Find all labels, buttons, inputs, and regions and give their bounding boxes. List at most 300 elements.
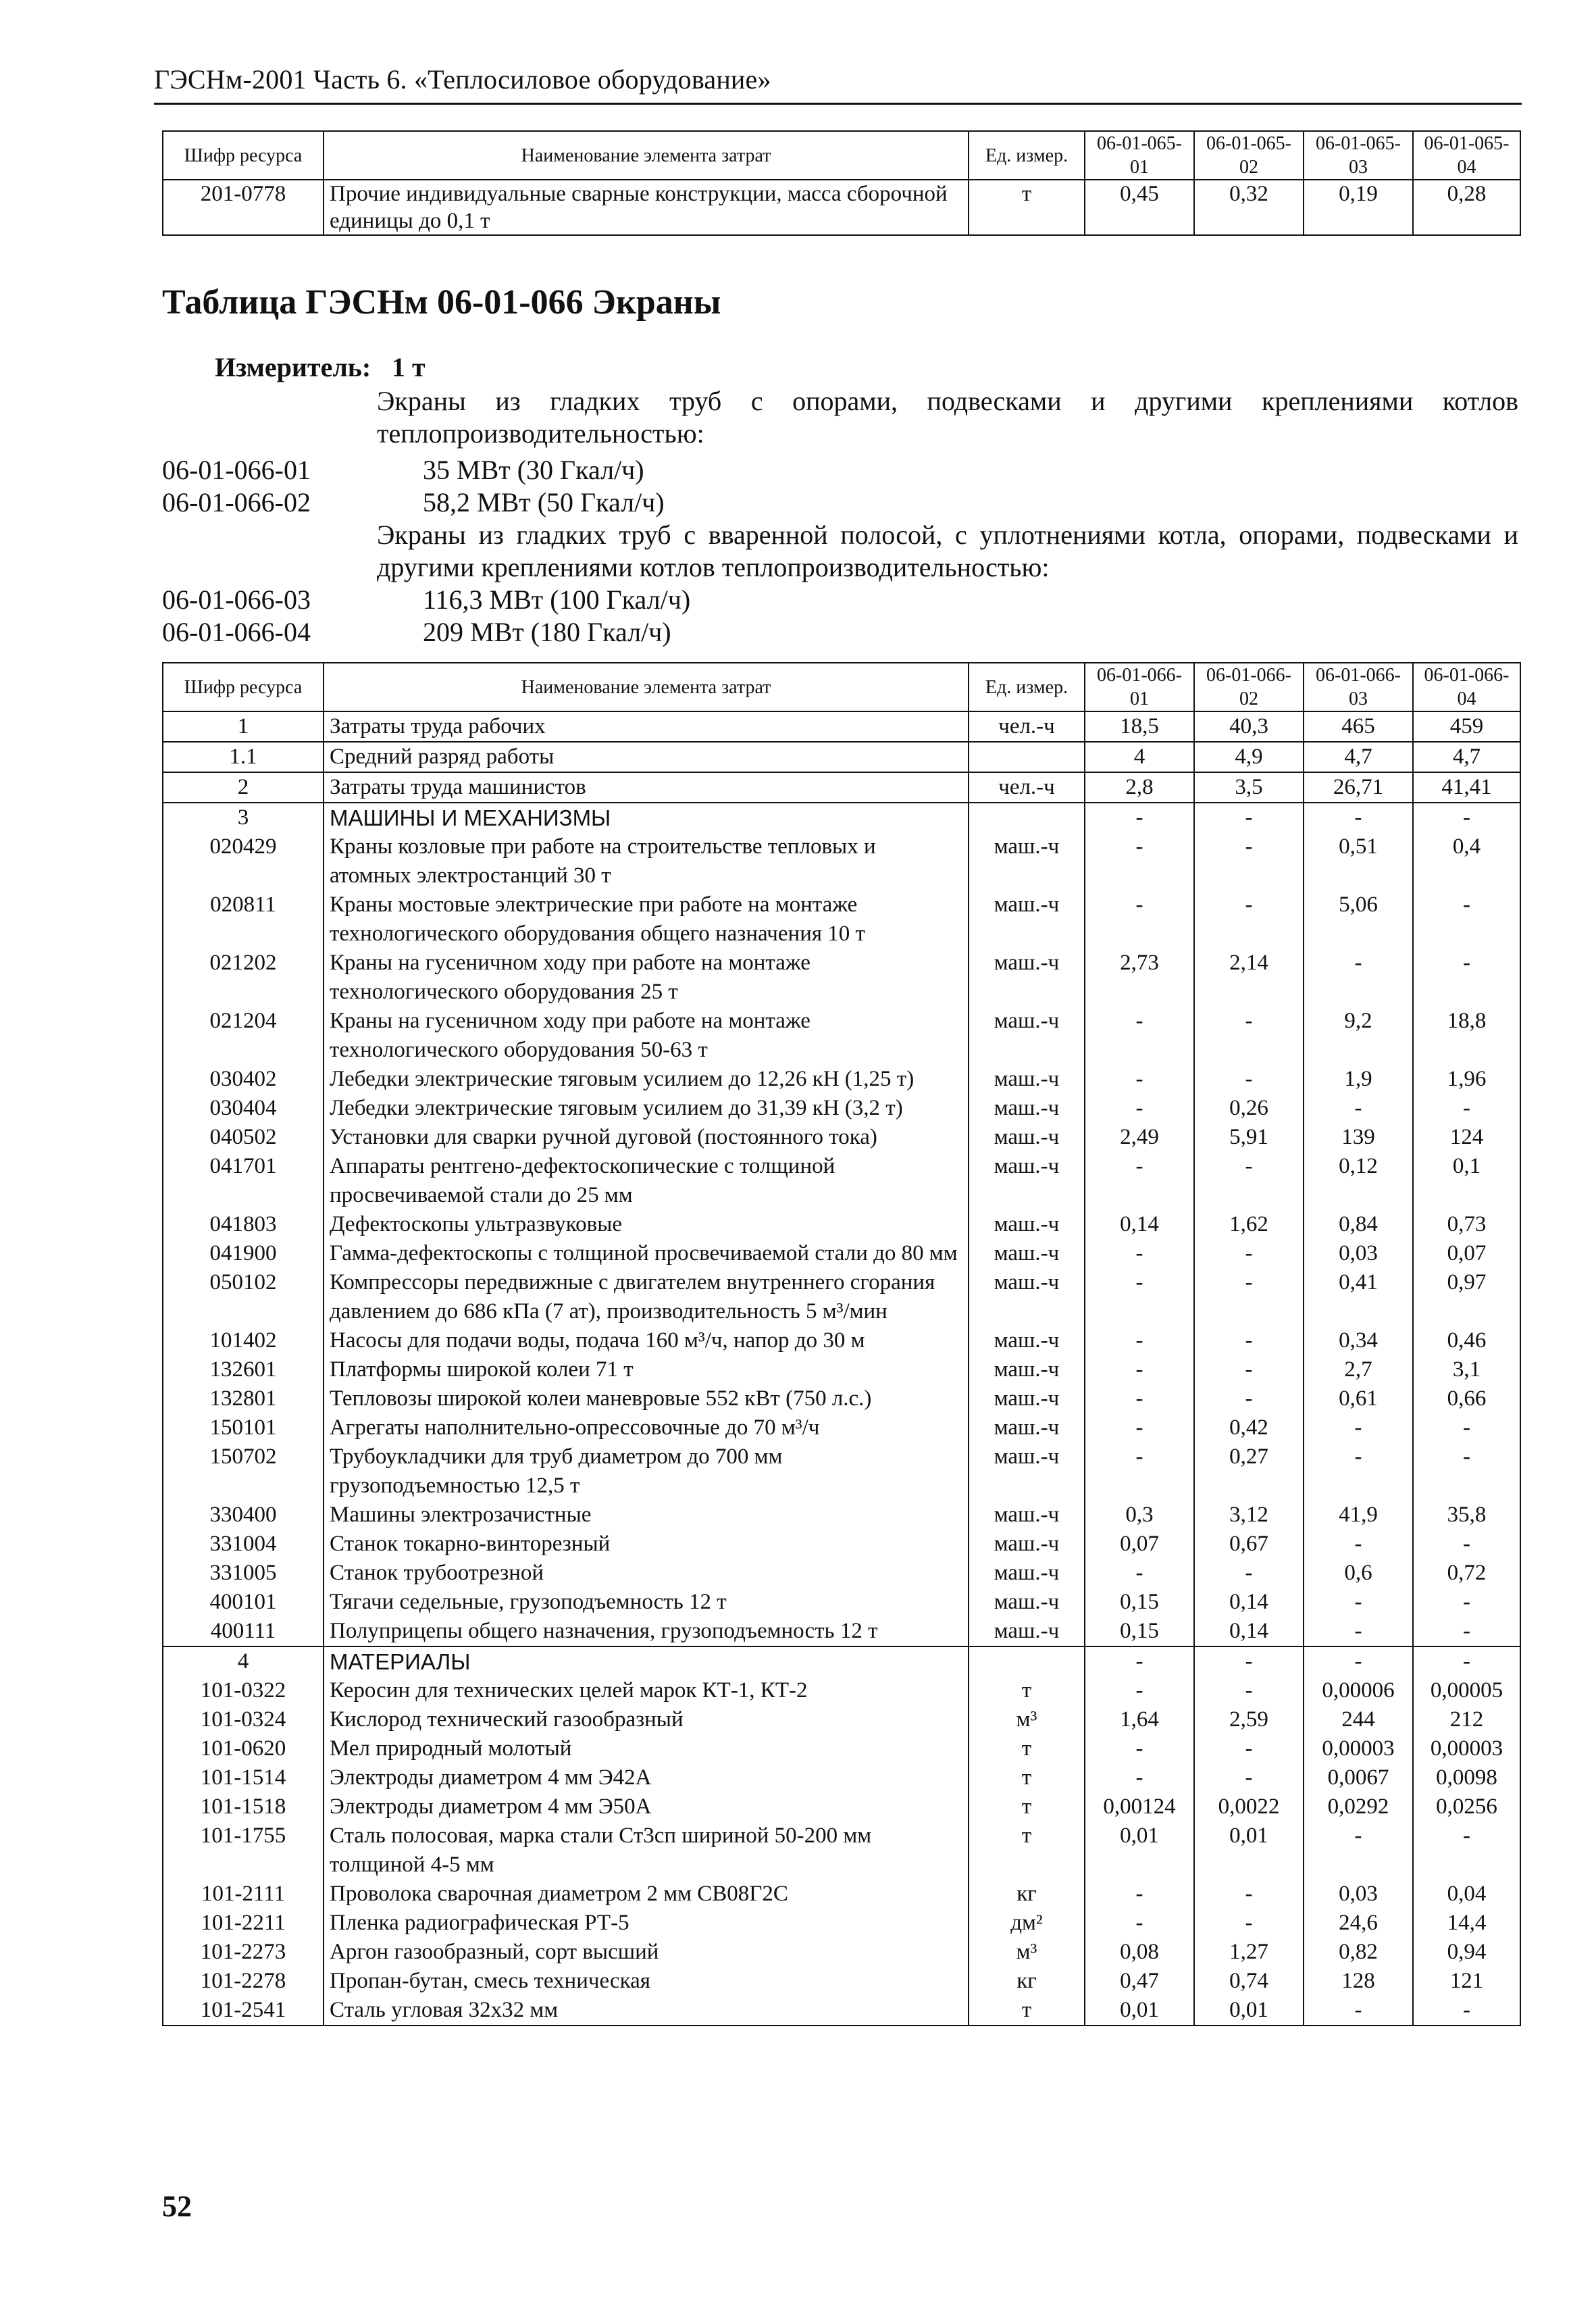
cost-element-name: Лебедки электрические тяговым усилием до 12,26 кН (1,25 т) xyxy=(324,1065,969,1094)
table-row xyxy=(163,1938,1520,1967)
value-cell: - xyxy=(1194,1007,1304,1065)
value-cell: 41,41 xyxy=(1413,772,1520,803)
value-cell: 0,6 xyxy=(1304,1559,1413,1588)
value-cell: 0,00005 xyxy=(1413,1676,1520,1705)
value-cell: 3,1 xyxy=(1413,1355,1520,1384)
resource-code: 400101 xyxy=(163,1588,324,1617)
table-row xyxy=(163,1880,1520,1909)
cost-element-name: Проволока сварочная диаметром 2 мм СВ08Г2С xyxy=(324,1880,969,1909)
value-cell: - xyxy=(1085,1326,1194,1355)
value-cell: 0,97 xyxy=(1413,1268,1520,1326)
table-row xyxy=(163,1734,1520,1763)
unit: маш.-ч xyxy=(969,1501,1085,1530)
unit: кг xyxy=(969,1967,1085,1996)
column-header: Шифр ресурса xyxy=(163,131,324,180)
resource-code: 150702 xyxy=(163,1442,324,1501)
cost-element-name: Краны на гусеничном ходу при работе на монтаже технологического оборудования 25 т xyxy=(324,949,969,1007)
value-cell: - xyxy=(1085,1734,1194,1763)
cost-element-name: Установки для сварки ручной дуговой (постоянного тока) xyxy=(324,1123,969,1152)
unit: м³ xyxy=(969,1938,1085,1967)
table-row xyxy=(163,1967,1520,1996)
resource-code: 101-1755 xyxy=(163,1821,324,1880)
table-header-row xyxy=(163,663,1520,711)
table-row xyxy=(163,1210,1520,1239)
resource-code: 020811 xyxy=(163,890,324,949)
column-header: Ед. измер. xyxy=(969,131,1085,180)
unit: маш.-ч xyxy=(969,1239,1085,1268)
cost-element-name: Полуприцепы общего назначения, грузоподъемность 12 т xyxy=(324,1617,969,1646)
value-cell: 0,03 xyxy=(1304,1880,1413,1909)
value-cell: - xyxy=(1194,1065,1304,1094)
unit: маш.-ч xyxy=(969,1355,1085,1384)
value-cell: 0,67 xyxy=(1194,1530,1304,1559)
resource-code: 201-0778 xyxy=(163,180,324,235)
table-row xyxy=(163,711,1520,742)
unit: т xyxy=(969,1676,1085,1705)
value-cell: - xyxy=(1085,832,1194,890)
value-cell: - xyxy=(1194,1326,1304,1355)
unit: маш.-ч xyxy=(969,1210,1085,1239)
value-cell: - xyxy=(1085,1152,1194,1210)
column-header: 06-01-066-01 xyxy=(1085,663,1194,711)
unit: маш.-ч xyxy=(969,1617,1085,1646)
value-cell: - xyxy=(1085,1268,1194,1326)
unit: маш.-ч xyxy=(969,1123,1085,1152)
unit: чел.-ч xyxy=(969,711,1085,742)
cost-element-name: Сталь угловая 32х32 мм xyxy=(324,1996,969,2026)
cost-element-name: Электроды диаметром 4 мм Э42А xyxy=(324,1763,969,1792)
unit: т xyxy=(969,1821,1085,1880)
value-cell: 3,5 xyxy=(1194,772,1304,803)
value-cell: 0,46 xyxy=(1413,1326,1520,1355)
table-row xyxy=(163,832,1520,890)
value-cell: - xyxy=(1413,1442,1520,1501)
value-cell: 0,45 xyxy=(1085,180,1194,235)
unit: маш.-ч xyxy=(969,1268,1085,1326)
value-cell: - xyxy=(1085,1559,1194,1588)
continuation-table xyxy=(162,130,1521,236)
table-row xyxy=(163,1763,1520,1792)
value-cell: - xyxy=(1413,1413,1520,1442)
column-header: 06-01-065-02 xyxy=(1194,131,1304,180)
table-row xyxy=(163,803,1520,832)
value-cell: 3,12 xyxy=(1194,1501,1304,1530)
value-cell: 0,00003 xyxy=(1413,1734,1520,1763)
value-cell: 0,51 xyxy=(1304,832,1413,890)
unit: маш.-ч xyxy=(969,1007,1085,1065)
unit: маш.-ч xyxy=(969,1384,1085,1413)
value-cell: 0,1 xyxy=(1413,1152,1520,1210)
value-cell: 0,03 xyxy=(1304,1239,1413,1268)
value-cell: - xyxy=(1304,803,1413,832)
value-cell: 0,61 xyxy=(1304,1384,1413,1413)
value-cell: 0,73 xyxy=(1413,1210,1520,1239)
value-cell: 4,7 xyxy=(1304,742,1413,772)
value-cell: 0,08 xyxy=(1085,1938,1194,1967)
value-cell: 9,2 xyxy=(1304,1007,1413,1065)
column-header: 06-01-066-02 xyxy=(1194,663,1304,711)
value-cell: 1,9 xyxy=(1304,1065,1413,1094)
value-cell: - xyxy=(1085,1646,1194,1676)
value-cell: - xyxy=(1085,1239,1194,1268)
unit: т xyxy=(969,1734,1085,1763)
value-cell: - xyxy=(1413,949,1520,1007)
resource-code: 041900 xyxy=(163,1239,324,1268)
variant-value: 35 МВт (30 Гкал/ч) xyxy=(423,455,644,485)
resource-code: 030402 xyxy=(163,1065,324,1094)
value-cell: 124 xyxy=(1413,1123,1520,1152)
table-row xyxy=(163,1530,1520,1559)
value-cell: 0,00006 xyxy=(1304,1676,1413,1705)
value-cell: 18,8 xyxy=(1413,1007,1520,1065)
unit: маш.-ч xyxy=(969,832,1085,890)
resource-code: 1 xyxy=(163,711,324,742)
cost-element-name: МАТЕРИАЛЫ xyxy=(324,1646,969,1676)
value-cell: 0,01 xyxy=(1085,1821,1194,1880)
value-cell: 0,04 xyxy=(1413,1880,1520,1909)
value-cell: 459 xyxy=(1413,711,1520,742)
table-header-row xyxy=(163,131,1520,180)
value-cell: - xyxy=(1194,1646,1304,1676)
value-cell: 0,42 xyxy=(1194,1413,1304,1442)
value-cell: 0,94 xyxy=(1413,1938,1520,1967)
column-header: 06-01-065-04 xyxy=(1413,131,1520,180)
variant-code: 06-01-066-01 xyxy=(162,455,311,485)
value-cell: - xyxy=(1413,1996,1520,2026)
column-header: Шифр ресурса xyxy=(163,663,324,711)
cost-element-name: Керосин для технических целей марок КТ-1, КТ-2 xyxy=(324,1676,969,1705)
value-cell: - xyxy=(1085,1880,1194,1909)
value-cell: - xyxy=(1413,1646,1520,1676)
unit: чел.-ч xyxy=(969,772,1085,803)
table-row xyxy=(163,1559,1520,1588)
table-row xyxy=(163,1007,1520,1065)
resource-code: 030404 xyxy=(163,1094,324,1123)
cost-element-name: Кислород технический газообразный xyxy=(324,1705,969,1734)
cost-element-name: Краны мостовые электрические при работе на монтаже технологического оборудования общего назначения 10 т xyxy=(324,890,969,949)
resource-code: 101402 xyxy=(163,1326,324,1355)
cost-element-name: Компрессоры передвижные с двигателем внутреннего сгорания давлением до 686 кПа (7 ат), производительность 5 м³/мин xyxy=(324,1268,969,1326)
table-row xyxy=(163,1065,1520,1094)
resource-code: 101-0620 xyxy=(163,1734,324,1763)
variant-code: 06-01-066-02 xyxy=(162,487,311,518)
value-cell: - xyxy=(1194,1268,1304,1326)
variant-value: 116,3 МВт (100 Гкал/ч) xyxy=(423,584,691,615)
resource-code: 101-0324 xyxy=(163,1705,324,1734)
value-cell: 0,26 xyxy=(1194,1094,1304,1123)
table-row xyxy=(163,949,1520,1007)
cost-element-name: Станок токарно-винторезный xyxy=(324,1530,969,1559)
resource-code: 101-0322 xyxy=(163,1676,324,1705)
unit: т xyxy=(969,1996,1085,2026)
unit: маш.-ч xyxy=(969,1559,1085,1588)
value-cell: 121 xyxy=(1413,1967,1520,1996)
value-cell: 0,32 xyxy=(1194,180,1304,235)
table-row xyxy=(163,1588,1520,1617)
cost-element-name: Насосы для подачи воды, подача 160 м³/ч, напор до 30 м xyxy=(324,1326,969,1355)
resource-code: 330400 xyxy=(163,1501,324,1530)
table-row xyxy=(163,1442,1520,1501)
value-cell: - xyxy=(1413,1094,1520,1123)
unit: дм² xyxy=(969,1909,1085,1938)
table-row xyxy=(163,1326,1520,1355)
value-cell: - xyxy=(1194,832,1304,890)
value-cell: - xyxy=(1085,890,1194,949)
value-cell: - xyxy=(1194,1676,1304,1705)
table-row xyxy=(163,1676,1520,1705)
resource-code: 132601 xyxy=(163,1355,324,1384)
value-cell: - xyxy=(1194,1559,1304,1588)
unit: т xyxy=(969,180,1085,235)
resource-code: 400111 xyxy=(163,1617,324,1646)
running-header: ГЭСНм-2001 Часть 6. «Теплосиловое оборудование» xyxy=(154,64,771,95)
value-cell: 0,28 xyxy=(1413,180,1520,235)
value-cell: 0,84 xyxy=(1304,1210,1413,1239)
unit xyxy=(969,1646,1085,1676)
unit: маш.-ч xyxy=(969,890,1085,949)
value-cell: 0,0067 xyxy=(1304,1763,1413,1792)
value-cell: - xyxy=(1304,1821,1413,1880)
resource-code: 4 xyxy=(163,1646,324,1676)
value-cell: - xyxy=(1413,1821,1520,1880)
cost-element-name: Затраты труда машинистов xyxy=(324,772,969,803)
value-cell: 24,6 xyxy=(1304,1909,1413,1938)
cost-element-name: Трубоукладчики для труб диаметром до 700 мм грузоподъемностью 12,5 т xyxy=(324,1442,969,1501)
column-header: 06-01-066-04 xyxy=(1413,663,1520,711)
value-cell: - xyxy=(1085,1094,1194,1123)
value-cell: - xyxy=(1085,1007,1194,1065)
value-cell: - xyxy=(1085,1676,1194,1705)
value-cell: 0,07 xyxy=(1413,1239,1520,1268)
value-cell: 0,15 xyxy=(1085,1617,1194,1646)
value-cell: 2,8 xyxy=(1085,772,1194,803)
value-cell: - xyxy=(1194,1384,1304,1413)
table-row xyxy=(163,1821,1520,1880)
unit: маш.-ч xyxy=(969,1530,1085,1559)
value-cell: - xyxy=(1304,1530,1413,1559)
table-row xyxy=(163,1123,1520,1152)
cost-element-name: Агрегаты наполнительно-опрессовочные до 70 м³/ч xyxy=(324,1413,969,1442)
resource-code: 021202 xyxy=(163,949,324,1007)
value-cell: 0,19 xyxy=(1304,180,1413,235)
value-cell: - xyxy=(1194,1734,1304,1763)
value-cell: 1,27 xyxy=(1194,1938,1304,1967)
cost-element-name: Дефектоскопы ультразвуковые xyxy=(324,1210,969,1239)
cost-element-name: Машины электрозачистные xyxy=(324,1501,969,1530)
value-cell: 0,72 xyxy=(1413,1559,1520,1588)
value-cell: 0,3 xyxy=(1085,1501,1194,1530)
value-cell: - xyxy=(1304,1442,1413,1501)
table-row xyxy=(163,1268,1520,1326)
resource-code: 101-2211 xyxy=(163,1909,324,1938)
cost-element-name: Мел природный молотый xyxy=(324,1734,969,1763)
table-row xyxy=(163,1792,1520,1821)
unit: т xyxy=(969,1763,1085,1792)
group-description: Экраны из гладких труб с опорами, подвесками и другими креплениями котлов теплопроизводительностью: xyxy=(377,386,1518,449)
cost-element-name: Аппараты рентгено-дефектоскопические с толщиной просвечиваемой стали до 25 мм xyxy=(324,1152,969,1210)
value-cell: 18,5 xyxy=(1085,711,1194,742)
column-header: 06-01-066-03 xyxy=(1304,663,1413,711)
resource-code: 132801 xyxy=(163,1384,324,1413)
value-cell: 0,0256 xyxy=(1413,1792,1520,1821)
value-cell: 4,9 xyxy=(1194,742,1304,772)
value-cell: 0,0292 xyxy=(1304,1792,1413,1821)
unit: маш.-ч xyxy=(969,1588,1085,1617)
table-row xyxy=(163,772,1520,803)
table-row xyxy=(163,1646,1520,1676)
value-cell: - xyxy=(1194,890,1304,949)
value-cell: 0,00124 xyxy=(1085,1792,1194,1821)
column-header: Наименование элемента затрат xyxy=(324,663,969,711)
value-cell: - xyxy=(1194,1239,1304,1268)
value-cell: 0,4 xyxy=(1413,832,1520,890)
value-cell: 0,0098 xyxy=(1413,1763,1520,1792)
cost-element-name: Краны на гусеничном ходу при работе на монтаже технологического оборудования 50-63 т xyxy=(324,1007,969,1065)
cost-element-name: Платформы широкой колеи 71 т xyxy=(324,1355,969,1384)
resource-code: 021204 xyxy=(163,1007,324,1065)
column-header: 06-01-065-03 xyxy=(1304,131,1413,180)
variant-code: 06-01-066-04 xyxy=(162,617,311,647)
value-cell: 0,01 xyxy=(1194,1821,1304,1880)
cost-element-name: Пленка радиографическая РТ-5 xyxy=(324,1909,969,1938)
value-cell: 2,7 xyxy=(1304,1355,1413,1384)
value-cell: - xyxy=(1413,1588,1520,1617)
resource-code: 331004 xyxy=(163,1530,324,1559)
value-cell: 0,14 xyxy=(1194,1617,1304,1646)
value-cell: 0,01 xyxy=(1194,1996,1304,2026)
table-row xyxy=(163,1413,1520,1442)
table-row xyxy=(163,1617,1520,1646)
resource-code: 101-1514 xyxy=(163,1763,324,1792)
unit: маш.-ч xyxy=(969,1326,1085,1355)
value-cell: - xyxy=(1304,1646,1413,1676)
value-cell: - xyxy=(1194,1909,1304,1938)
header-rule xyxy=(154,103,1522,105)
table-row xyxy=(163,1094,1520,1123)
value-cell: 5,06 xyxy=(1304,890,1413,949)
value-cell: - xyxy=(1085,1909,1194,1938)
unit: маш.-ч xyxy=(969,1442,1085,1501)
resource-code: 040502 xyxy=(163,1123,324,1152)
value-cell: - xyxy=(1085,1384,1194,1413)
column-header: Наименование элемента затрат xyxy=(324,131,969,180)
value-cell: 5,91 xyxy=(1194,1123,1304,1152)
unit: кг xyxy=(969,1880,1085,1909)
variant-value: 209 МВт (180 Гкал/ч) xyxy=(423,617,671,647)
meter-value: 1 т xyxy=(392,352,426,382)
value-cell: - xyxy=(1304,949,1413,1007)
cost-element-name: Средний разряд работы xyxy=(324,742,969,772)
unit xyxy=(969,803,1085,832)
resource-table xyxy=(162,662,1521,2026)
table-row xyxy=(163,1152,1520,1210)
cost-element-name: Краны козловые при работе на строительстве тепловых и атомных электростанций 30 т xyxy=(324,832,969,890)
cost-element-name: Гамма-дефектоскопы с толщиной просвечиваемой стали до 80 мм xyxy=(324,1239,969,1268)
value-cell: 0,01 xyxy=(1085,1996,1194,2026)
resource-code: 050102 xyxy=(163,1268,324,1326)
value-cell: 26,71 xyxy=(1304,772,1413,803)
column-header: Ед. измер. xyxy=(969,663,1085,711)
resource-code: 2 xyxy=(163,772,324,803)
value-cell: 0,00003 xyxy=(1304,1734,1413,1763)
value-cell: 0,15 xyxy=(1085,1588,1194,1617)
value-cell: 0,14 xyxy=(1194,1588,1304,1617)
value-cell: - xyxy=(1194,803,1304,832)
value-cell: 4 xyxy=(1085,742,1194,772)
cost-element-name: Пропан-бутан, смесь техническая xyxy=(324,1967,969,1996)
resource-code: 101-2541 xyxy=(163,1996,324,2026)
value-cell: 244 xyxy=(1304,1705,1413,1734)
table-row xyxy=(163,1909,1520,1938)
value-cell: - xyxy=(1085,1763,1194,1792)
value-cell: - xyxy=(1413,803,1520,832)
variant-value: 58,2 МВт (50 Гкал/ч) xyxy=(423,487,665,518)
value-cell: 0,0022 xyxy=(1194,1792,1304,1821)
resource-code: 101-2111 xyxy=(163,1880,324,1909)
value-cell: 2,73 xyxy=(1085,949,1194,1007)
resource-code: 1.1 xyxy=(163,742,324,772)
variant-code: 06-01-066-03 xyxy=(162,584,311,615)
value-cell: - xyxy=(1304,1617,1413,1646)
resource-code: 020429 xyxy=(163,832,324,890)
cost-element-name: Тягачи седельные, грузоподъемность 12 т xyxy=(324,1588,969,1617)
value-cell: 4,7 xyxy=(1413,742,1520,772)
table-row xyxy=(163,1239,1520,1268)
value-cell: 0,34 xyxy=(1304,1326,1413,1355)
cost-element-name: МАШИНЫ И МЕХАНИЗМЫ xyxy=(324,803,969,832)
cost-element-name: Электроды диаметром 4 мм Э50А xyxy=(324,1792,969,1821)
value-cell: - xyxy=(1085,1065,1194,1094)
resource-code: 150101 xyxy=(163,1413,324,1442)
cost-element-name: Станок трубоотрезной xyxy=(324,1559,969,1588)
table-row xyxy=(163,890,1520,949)
value-cell: 35,8 xyxy=(1413,1501,1520,1530)
table-row xyxy=(163,180,1520,235)
value-cell: 0,41 xyxy=(1304,1268,1413,1326)
resource-code: 041803 xyxy=(163,1210,324,1239)
resource-code: 101-1518 xyxy=(163,1792,324,1821)
value-cell: 0,12 xyxy=(1304,1152,1413,1210)
value-cell: - xyxy=(1194,1880,1304,1909)
unit: маш.-ч xyxy=(969,949,1085,1007)
value-cell: - xyxy=(1085,1442,1194,1501)
unit: т xyxy=(969,1792,1085,1821)
resource-code: 101-2273 xyxy=(163,1938,324,1967)
value-cell: - xyxy=(1413,890,1520,949)
value-cell: 40,3 xyxy=(1194,711,1304,742)
value-cell: 465 xyxy=(1304,711,1413,742)
unit: маш.-ч xyxy=(969,1065,1085,1094)
table-row xyxy=(163,1384,1520,1413)
value-cell: 2,59 xyxy=(1194,1705,1304,1734)
unit: маш.-ч xyxy=(969,1413,1085,1442)
cost-element-name: Аргон газообразный, сорт высший xyxy=(324,1938,969,1967)
value-cell: - xyxy=(1194,1355,1304,1384)
group-description: Экраны из гладких труб с вваренной полосой, с уплотнениями котла, опорами, подвесками и другими креплениями котлов теплопроизводительностью: xyxy=(377,520,1518,582)
value-cell: 0,14 xyxy=(1085,1210,1194,1239)
cost-element-name: Сталь полосовая, марка стали Ст3сп шириной 50-200 мм толщиной 4-5 мм xyxy=(324,1821,969,1880)
value-cell: - xyxy=(1413,1617,1520,1646)
resource-code: 331005 xyxy=(163,1559,324,1588)
unit: маш.-ч xyxy=(969,1152,1085,1210)
resource-code: 3 xyxy=(163,803,324,832)
table-row xyxy=(163,1996,1520,2026)
value-cell: 0,74 xyxy=(1194,1967,1304,1996)
value-cell: 212 xyxy=(1413,1705,1520,1734)
value-cell: - xyxy=(1413,1530,1520,1559)
value-cell: 14,4 xyxy=(1413,1909,1520,1938)
value-cell: - xyxy=(1085,803,1194,832)
